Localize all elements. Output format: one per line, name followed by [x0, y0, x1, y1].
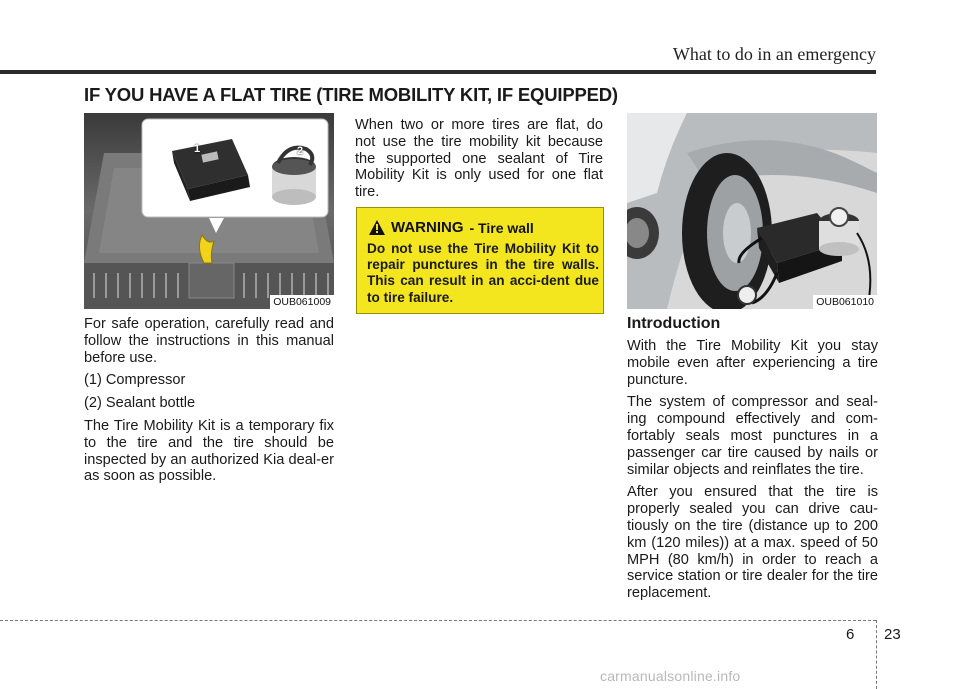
page-title: IF YOU HAVE A FLAT TIRE (TIRE MOBILITY KIT, IF EQUIPPED)	[84, 84, 618, 105]
warning-heading	[369, 219, 534, 236]
warning-subheading: - Tire wall	[469, 219, 534, 236]
column1-text	[84, 316, 334, 491]
intro-paragraph: After you ensured that the tire is properly sealed you can drive cau-tiously on the tire (distance up to 200 km (120 miles)) at a max. speed of 50 MPH (80 km/h) in order to reach a service station or tire dealer for the tire replacement.	[627, 484, 878, 602]
header-section-title: What to do in an emergency	[672, 44, 876, 64]
trunk-illustration	[84, 113, 334, 309]
warning-text: Do not use the Tire Mobility Kit to repair punctures in the tire walls. This can result in an acci-dent due to tire failure.	[367, 241, 599, 305]
intro-paragraph: The system of compressor and seal-ing compound effectively and com-fortably seals most punctures in a passenger car tire caused by nails or similar objects and reinflates the tire.	[627, 394, 878, 478]
col1-paragraph: For safe operation, carefully read and follow the instructions in this manual before use.	[84, 316, 334, 366]
figure1-code: OUB061009	[270, 295, 334, 309]
watermark: carmanualsonline.info	[600, 668, 741, 684]
callout-1: 1	[194, 143, 201, 155]
section-heading-introduction: Introduction	[627, 315, 721, 332]
col2-paragraph: When two or more tires are flat, do not use the tire mobility kit because the supported one sealant of Tire Mobility Kit is only used for one flat tire.	[355, 117, 603, 201]
col1-paragraph: (2) Sealant bottle	[84, 395, 196, 412]
warning-triangle-icon	[369, 220, 385, 235]
figure-trunk-kit	[84, 113, 334, 309]
warning-box	[356, 207, 604, 314]
warning-label: WARNING	[391, 219, 464, 236]
footer-vertical-rule	[876, 620, 877, 689]
column2-text	[355, 117, 603, 207]
column3-text	[627, 338, 878, 608]
compressor-illustration	[627, 113, 877, 309]
callout-2: 2	[297, 145, 304, 157]
footer-page-number: 23	[884, 626, 901, 643]
figure2-code: OUB061010	[813, 295, 877, 309]
col1-paragraph: The Tire Mobility Kit is a temporary fix to the tire and the tire should be inspected by an authorized Kia deal-er as soon as possible.	[84, 417, 334, 485]
footer-section-number: 6	[846, 626, 855, 643]
header-rule	[0, 70, 876, 74]
col1-paragraph: (1) Compressor	[84, 372, 186, 389]
footer-dashed-rule	[0, 620, 876, 621]
figure-compressor-tire	[627, 113, 877, 309]
intro-paragraph: With the Tire Mobility Kit you stay mobile even after experiencing a tire puncture.	[627, 338, 878, 388]
